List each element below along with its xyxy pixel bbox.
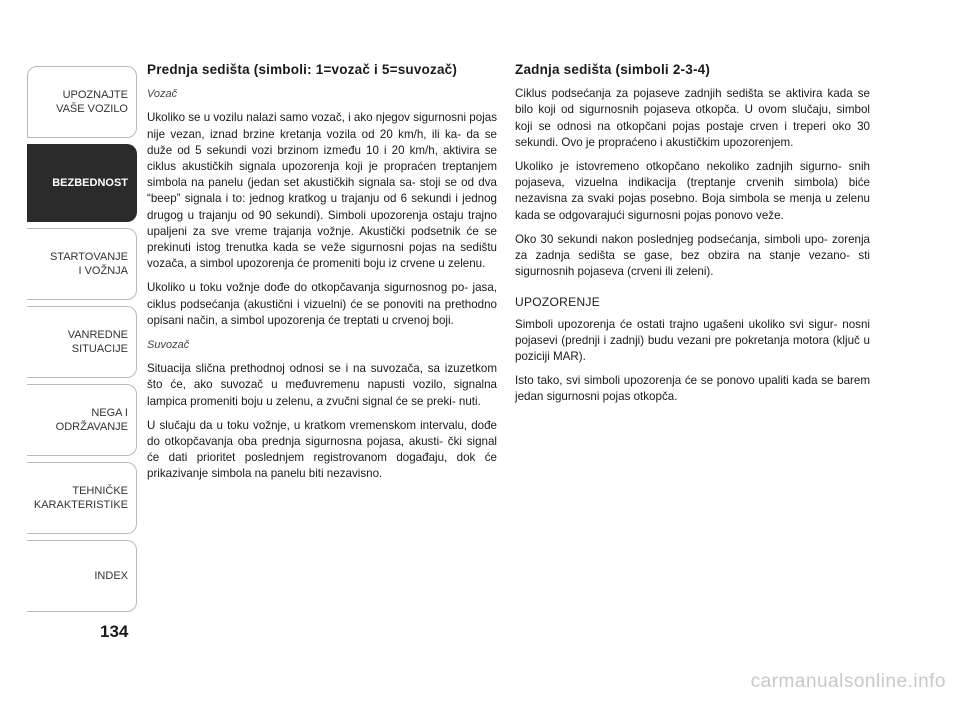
tab-vanredne[interactable] xyxy=(27,306,137,378)
page-number: 134 xyxy=(100,622,129,641)
paragraph: Oko 30 sekundi nakon poslednjeg podsećanja, simboli upo- zorenja za zadnja sedišta se gase, bez obzira na stanje vezano- sti sigurnosnih pojaseva (crveni ili zeleni). xyxy=(515,232,870,279)
tab-label: BEZBEDNOST xyxy=(52,177,128,189)
tab-label: INDEX xyxy=(94,570,128,582)
passenger-subheading: Suvozač xyxy=(147,339,190,352)
tab-startovanje[interactable] xyxy=(27,228,137,300)
tab-label: NEGA I ODRŽAVANJE xyxy=(55,407,128,433)
left-column xyxy=(147,62,497,491)
paragraph: Ciklus podsećanja za pojaseve zadnjih sedišta se aktivira kada se bilo koji od sigurnosnih pojaseva otkopča. U ovom slučaju, simbol koji se odnosi na otkopčani pojas postaje crven i treperi oko 30 sekundi. Ovo je propraćeno i akustičkim upozorenjem. xyxy=(515,87,870,149)
tab-label: TEHNIČKE KARAKTERISTIKE xyxy=(33,485,128,511)
paragraph: U slučaju da u toku vožnje, u kratkom vremenskom intervalu, dođe do otkopčavanja oba prednja sigurnosna pojasa, akusti- čki signal će dati prioritet poslednjem registrovanom događaju, dok će prikazivanje simbola na panelu biti nezavisno. xyxy=(147,418,497,481)
paragraph: Isto tako, svi simboli upozorenja će se ponovo upaliti kada se barem jedan sigurnosni pojas otkopča. xyxy=(515,374,870,404)
tab-label: UPOZNAJTE VAŠE VOZILO xyxy=(56,89,128,115)
tab-bezbednost[interactable] xyxy=(27,144,137,222)
tab-nega[interactable] xyxy=(27,384,137,456)
tab-index[interactable] xyxy=(27,540,137,612)
paragraph: Ukoliko se u vozilu nalazi samo vozač, i ako njegov sigurnosni pojas nije vezan, iznad brzine kretanja vozila od 20 km/h, ili ka- da se duže od 5 sekundi vozi brzinom između 10 i 20 km/h, aktivira se ciklus akustičkih signala upozorenja koji je propraćen treptanjem simbola na panelu (jedan set akustičkih signala sa- stoji se od dva “beep” signala i to: jednog kratkog u trajanju od 6 sekundi i jednog drugog u trajanju od 90 sekundi). Simboli upozorenja ostaju trajno upaljeni za sve vreme trajanja vožnje. Akustički podsetnik će se prekinuti istog trenutka kada se veže sigurnosni pojas na sedištu vozača, a simbol upozorenja će promeniti boju iz crvene u zelenu. xyxy=(147,111,497,271)
front-seats-heading: Prednja sedišta (simboli: 1=vozač i 5=suvozač) xyxy=(147,62,458,77)
tab-label: STARTOVANJE I VOŽNJA xyxy=(49,251,128,277)
warning-title: UPOZORENJE xyxy=(515,295,601,310)
driver-subheading: Vozač xyxy=(147,88,178,101)
paragraph: Simboli upozorenja će ostati trajno ugašeni ukoliko svi sigur- nosni pojasevi (prednji i zadnji) budu vezani pre pokretanja motora (ključ u poziciji MAR). xyxy=(515,317,870,364)
rear-seats-heading: Zadnja sedišta (simboli 2-3-4) xyxy=(515,62,711,77)
right-column xyxy=(515,62,870,414)
tab-label: VANREDNE SITUACIJE xyxy=(67,329,128,355)
paragraph: Ukoliko je istovremeno otkopčano nekoliko zadnjih sigurno- snih pojaseva, vizuelna indikacija (treptanje crvenih simbola) biće nezavisna za svaki pojas posebno. Boja simbola se menja u zelenu kada se odgovarajući sigurnosni pojas ponovo veže. xyxy=(515,160,870,222)
paragraph: Ukoliko u toku vožnje dođe do otkopčavanja sigurnosnog po- jasa, ciklus podsećanja (akustični i vizuelni) će se ponoviti na prethodno opisani način, a simbol upozorenja će treptati u crvenoj boji. xyxy=(147,281,497,327)
paragraph: Situacija slična prethodnoj odnosi se i na suvozača, sa izuzetkom što će, ako suvozač u međuvremenu napusti vozilo, signalna lampica promeniti boju u zelenu, a zvučni signal će se preki- nuti. xyxy=(147,362,497,408)
watermark: carmanualsonline.info xyxy=(750,671,946,692)
tab-upoznajte[interactable] xyxy=(27,66,137,138)
chapter-tabs xyxy=(27,66,137,618)
tab-tehnicke[interactable] xyxy=(27,462,137,534)
